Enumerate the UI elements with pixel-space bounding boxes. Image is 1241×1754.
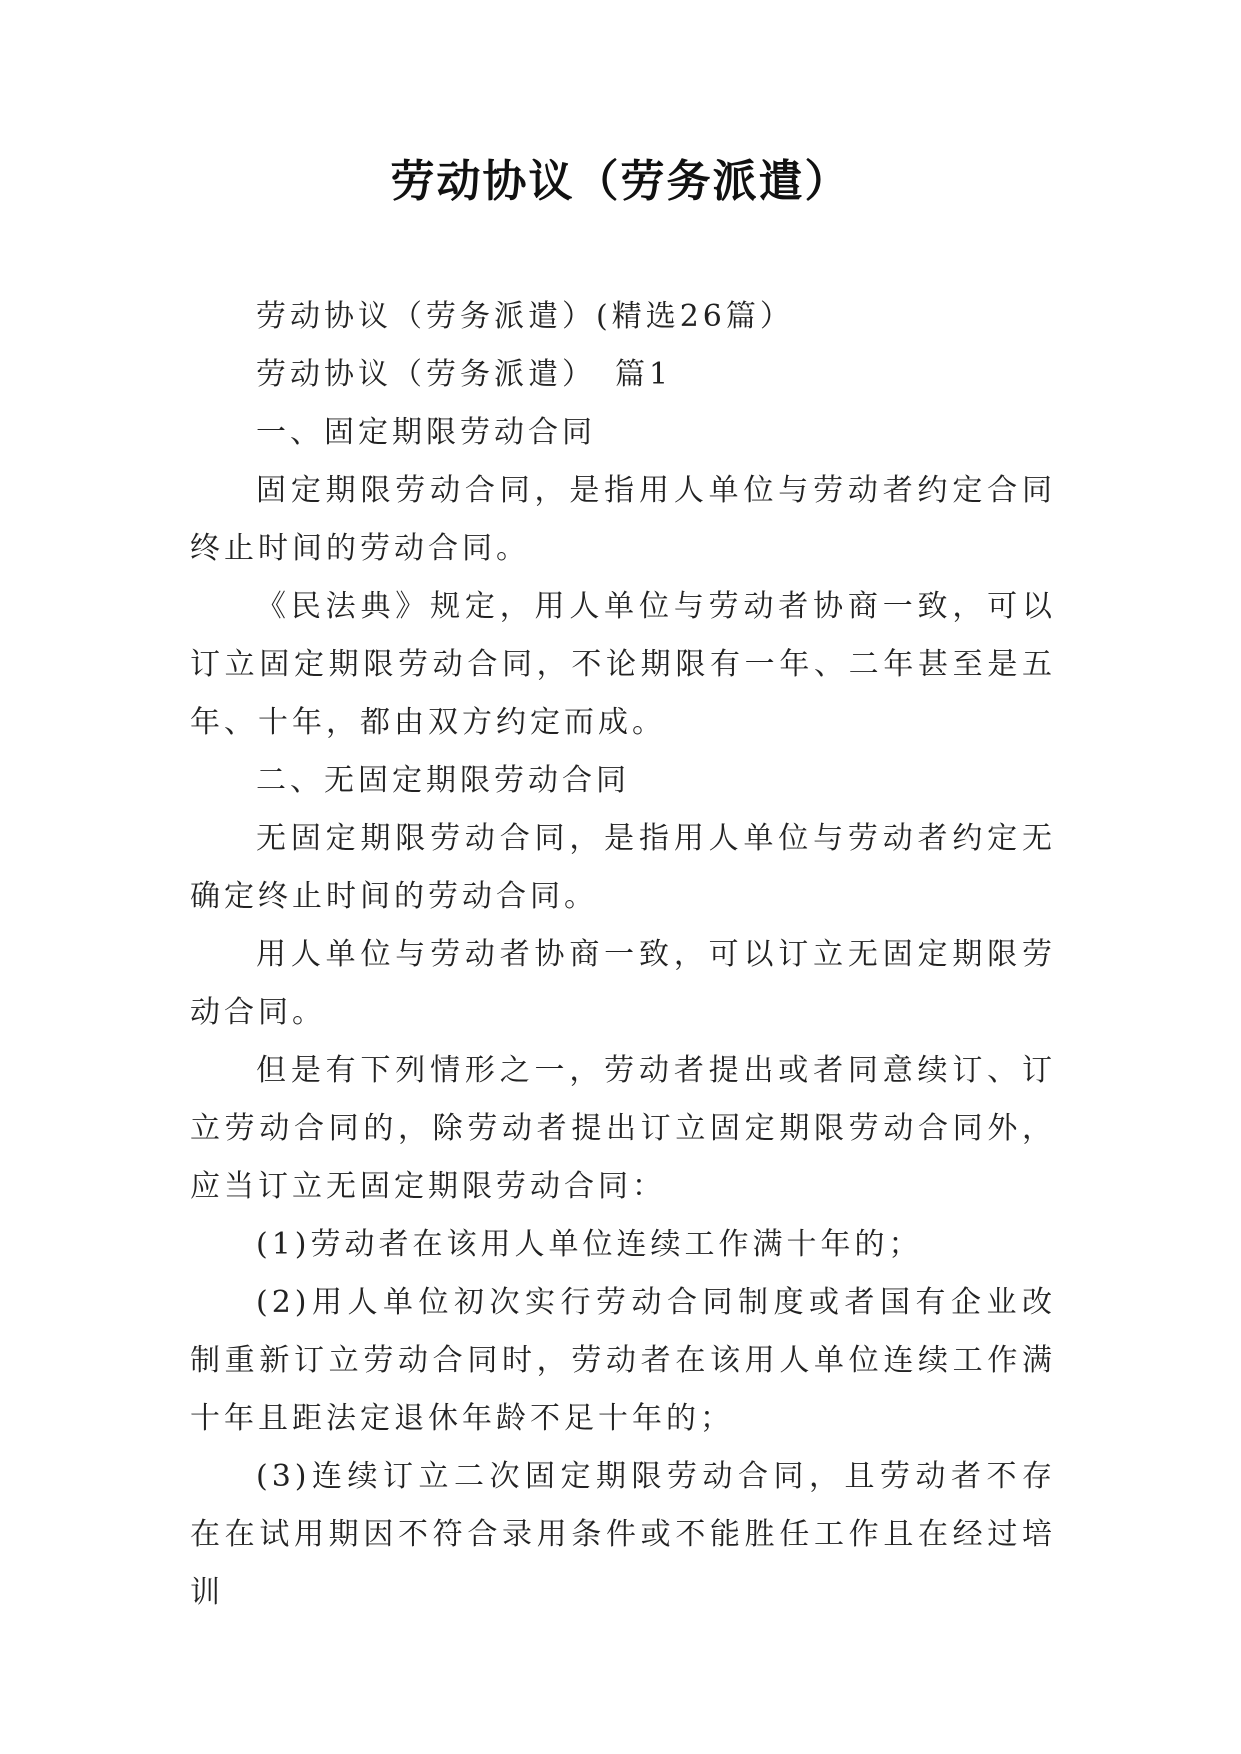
document-body: [190, 288, 1056, 1622]
list-item: (1)劳动者在该用人单位连续工作满十年的；: [256, 1227, 923, 1262]
paragraph: 无固定期限劳动合同，是指用人单位与劳动者约定无确定终止时间的劳动合同。: [190, 821, 1056, 914]
paragraph-section-heading: 劳动协议（劳务派遣） 篇1: [256, 357, 673, 392]
paragraph-heading-open-ended: 二、无固定期限劳动合同: [256, 763, 630, 798]
list-item: (3)连续订立二次固定期限劳动合同，且劳动者不存在在试用期因不符合录用条件或不能胜任工作且在经过培训: [190, 1459, 1056, 1610]
paragraph-heading-fixed-term: 一、固定期限劳动合同: [256, 415, 596, 450]
document-title: 劳动协议（劳务派遣）: [390, 156, 851, 207]
paragraph: 用人单位与劳动者协商一致，可以订立无固定期限劳动合同。: [190, 937, 1056, 1030]
paragraph: 《民法典》规定，用人单位与劳动者协商一致，可以订立固定期限劳动合同，不论期限有一年、二年甚至是五年、十年，都由双方约定而成。: [190, 589, 1056, 740]
paragraph-subtitle: 劳动协议（劳务派遣）(精选26篇）: [256, 299, 794, 334]
paragraph: 但是有下列情形之一，劳动者提出或者同意续订、订立劳动合同的，除劳动者提出订立固定期限劳动合同外，应当订立无固定期限劳动合同：: [190, 1053, 1056, 1204]
list-item: (2)用人单位初次实行劳动合同制度或者国有企业改制重新订立劳动合同时，劳动者在该用人单位连续工作满十年且距法定退休年龄不足十年的；: [190, 1285, 1056, 1436]
paragraph: 固定期限劳动合同，是指用人单位与劳动者约定合同终止时间的劳动合同。: [190, 473, 1056, 566]
